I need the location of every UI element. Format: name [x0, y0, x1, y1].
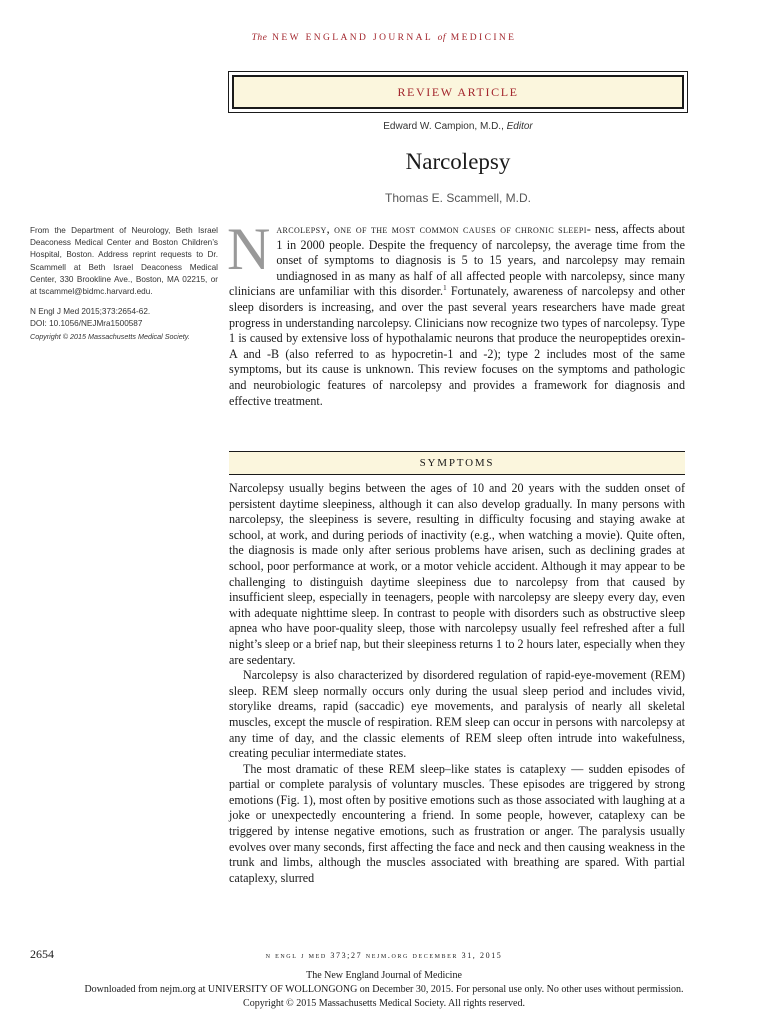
author-name: Thomas E. Scammell, M.D. — [384, 191, 532, 205]
editor-role: Editor — [506, 121, 533, 132]
intro-paragraph — [227, 216, 685, 409]
copyright-note: Copyright © 2015 Massachusetts Medical Society. — [30, 331, 190, 341]
intro-text-1: ness, affects about 1 in 2000 people. Despite the frequency of narcolepsy, the average time from the onset of symptoms to diagnosis is 5 to 15 years, and narcolepsy may remain undiagnosed in as many as half of all affected people with narcolepsy, since many clinicians are unfamiliar with this disorder. — [229, 222, 685, 299]
journal-the: The — [251, 33, 268, 43]
page-number: 2654 — [30, 947, 54, 961]
journal-of: of — [437, 33, 446, 43]
journal-name: NEW ENGLAND JOURNAL — [272, 33, 433, 43]
sidebar-notes — [30, 225, 218, 343]
symptoms-paragraph-1: Narcolepsy usually begins between the ages of 10 and 20 years with the sudden onset of persistent daytime sleepiness, although it can also develop gradually. In many persons with narcolepsy, the sleepiness is severe, resulting in difficulty focusing and staying awake at school, at work, and during periods of inactivity (e.g., when watching a movie). Quite often, the diagnosis is made only after serious problems have arisen, such as declining grades at school, poor performance at work, or a motor vehicle accident. Although it may appear to be challenging to distinguish daytime sleepiness due to narcolepsy from that caused by insufficient sleep, especially in teenagers, people with narcolepsy are sleepy every day, even with adequate nighttime sleep. In contrast to people with disorders such as obstructive sleep apnea who have poor-quality sleep, those with narcolepsy usually feel refreshed after a full night’s sleep or a brief nap, but their sleepiness returns 1 to 2 hours later, especially when they are sedentary. — [229, 481, 685, 667]
article-type-label: REVIEW ARTICLE — [232, 75, 684, 109]
editor-line — [228, 121, 688, 132]
footer-journal-line: The New England Journal of Medicine — [306, 970, 462, 981]
journal-header — [0, 33, 768, 43]
symptoms-paragraph-2: Narcolepsy is also characterized by disordered regulation of rapid-eye-movement (REM) sleep. REM sleep normally occurs only during the usual sleep period and includes vivid, storylike dreams, rapid (saccadic) eye movements, and paralysis of nearly all skeletal muscles, except the muscle of respiration. REM sleep can occur in persons with narcolepsy at any time of day, and the classic elements of REM sleep often intrude into wakefulness, creating peculiar intermediate states. — [229, 668, 685, 761]
dropcap: N — [227, 216, 271, 282]
article-type-banner — [228, 71, 688, 113]
reference-1[interactable]: 1 — [443, 284, 447, 293]
citation: N Engl J Med 2015;373:2654-62. — [30, 307, 151, 317]
symptoms-section — [229, 481, 685, 886]
doi: DOI: 10.1056/NEJMra1500587 — [30, 319, 143, 329]
journal-medicine: MEDICINE — [450, 33, 517, 43]
affiliation-note: From the Department of Neurology, Beth Israel Deaconess Medical Center and Boston Children’s Hospital, Boston. Address reprint requests to Dr. Scammell at Beth Israel Deaconess Medical Center, 330 Brookline Ave., Boston, MA 02215, or at tscammel@bidmc.harvard.edu. — [30, 226, 218, 297]
section-heading-symptoms: SYMPTOMS — [229, 451, 685, 475]
footer-copyright-line: Copyright © 2015 Massachusetts Medical Society. All rights reserved. — [243, 998, 525, 1009]
intro-lead: arcolepsy, one of the most common causes of chronic sleepi- — [276, 222, 592, 236]
footer-meta: n engl j med 373;27 nejm.org december 31, 2015 — [265, 951, 503, 960]
symptoms-paragraph-3: The most dramatic of these REM sleep–like states is cataplexy — sudden episodes of partial or complete paralysis of voluntary muscles. These episodes are triggered by strong emotions (Fig. 1), most often by positive emotions such as those associated with laughing at a joke or unexpectedly encountering a friend. In some people, however, cataplexy can be triggered by intense negative emotions, such as frustration or anger. The paralysis usually evolves over many seconds, first affecting the face and neck and then causing weakness in the trunk and limbs, although the muscles associated with breathing are spared. With partial cataplexy, slurred — [229, 761, 685, 885]
article-title: Narcolepsy — [405, 149, 511, 174]
footer-download-line: Downloaded from nejm.org at UNIVERSITY OF WOLLONGONG on December 30, 2015. For personal use only. No other uses without permission. — [84, 984, 684, 995]
editor-name: Edward W. Campion, M.D., — [383, 121, 507, 132]
intro-text-2: Fortunately, awareness of narcolepsy and other sleep disorders is increasing, and over the past several years researchers have made great progress in understanding narcolepsy. Clinicians now recognize two types of narcolepsy. Type 1 is caused by extensive loss of hypothalamic neurons that produce the neuropeptides orexin-A and -B (also referred to as hypocretin-1 and -2); type 2 includes most of the same symptoms, but its cause is unknown. This review focuses on the symptoms and pathologic and neurobiologic features of narcolepsy and provides a framework for diagnosis and effective treatment. — [229, 284, 685, 408]
citation-block — [30, 306, 218, 343]
